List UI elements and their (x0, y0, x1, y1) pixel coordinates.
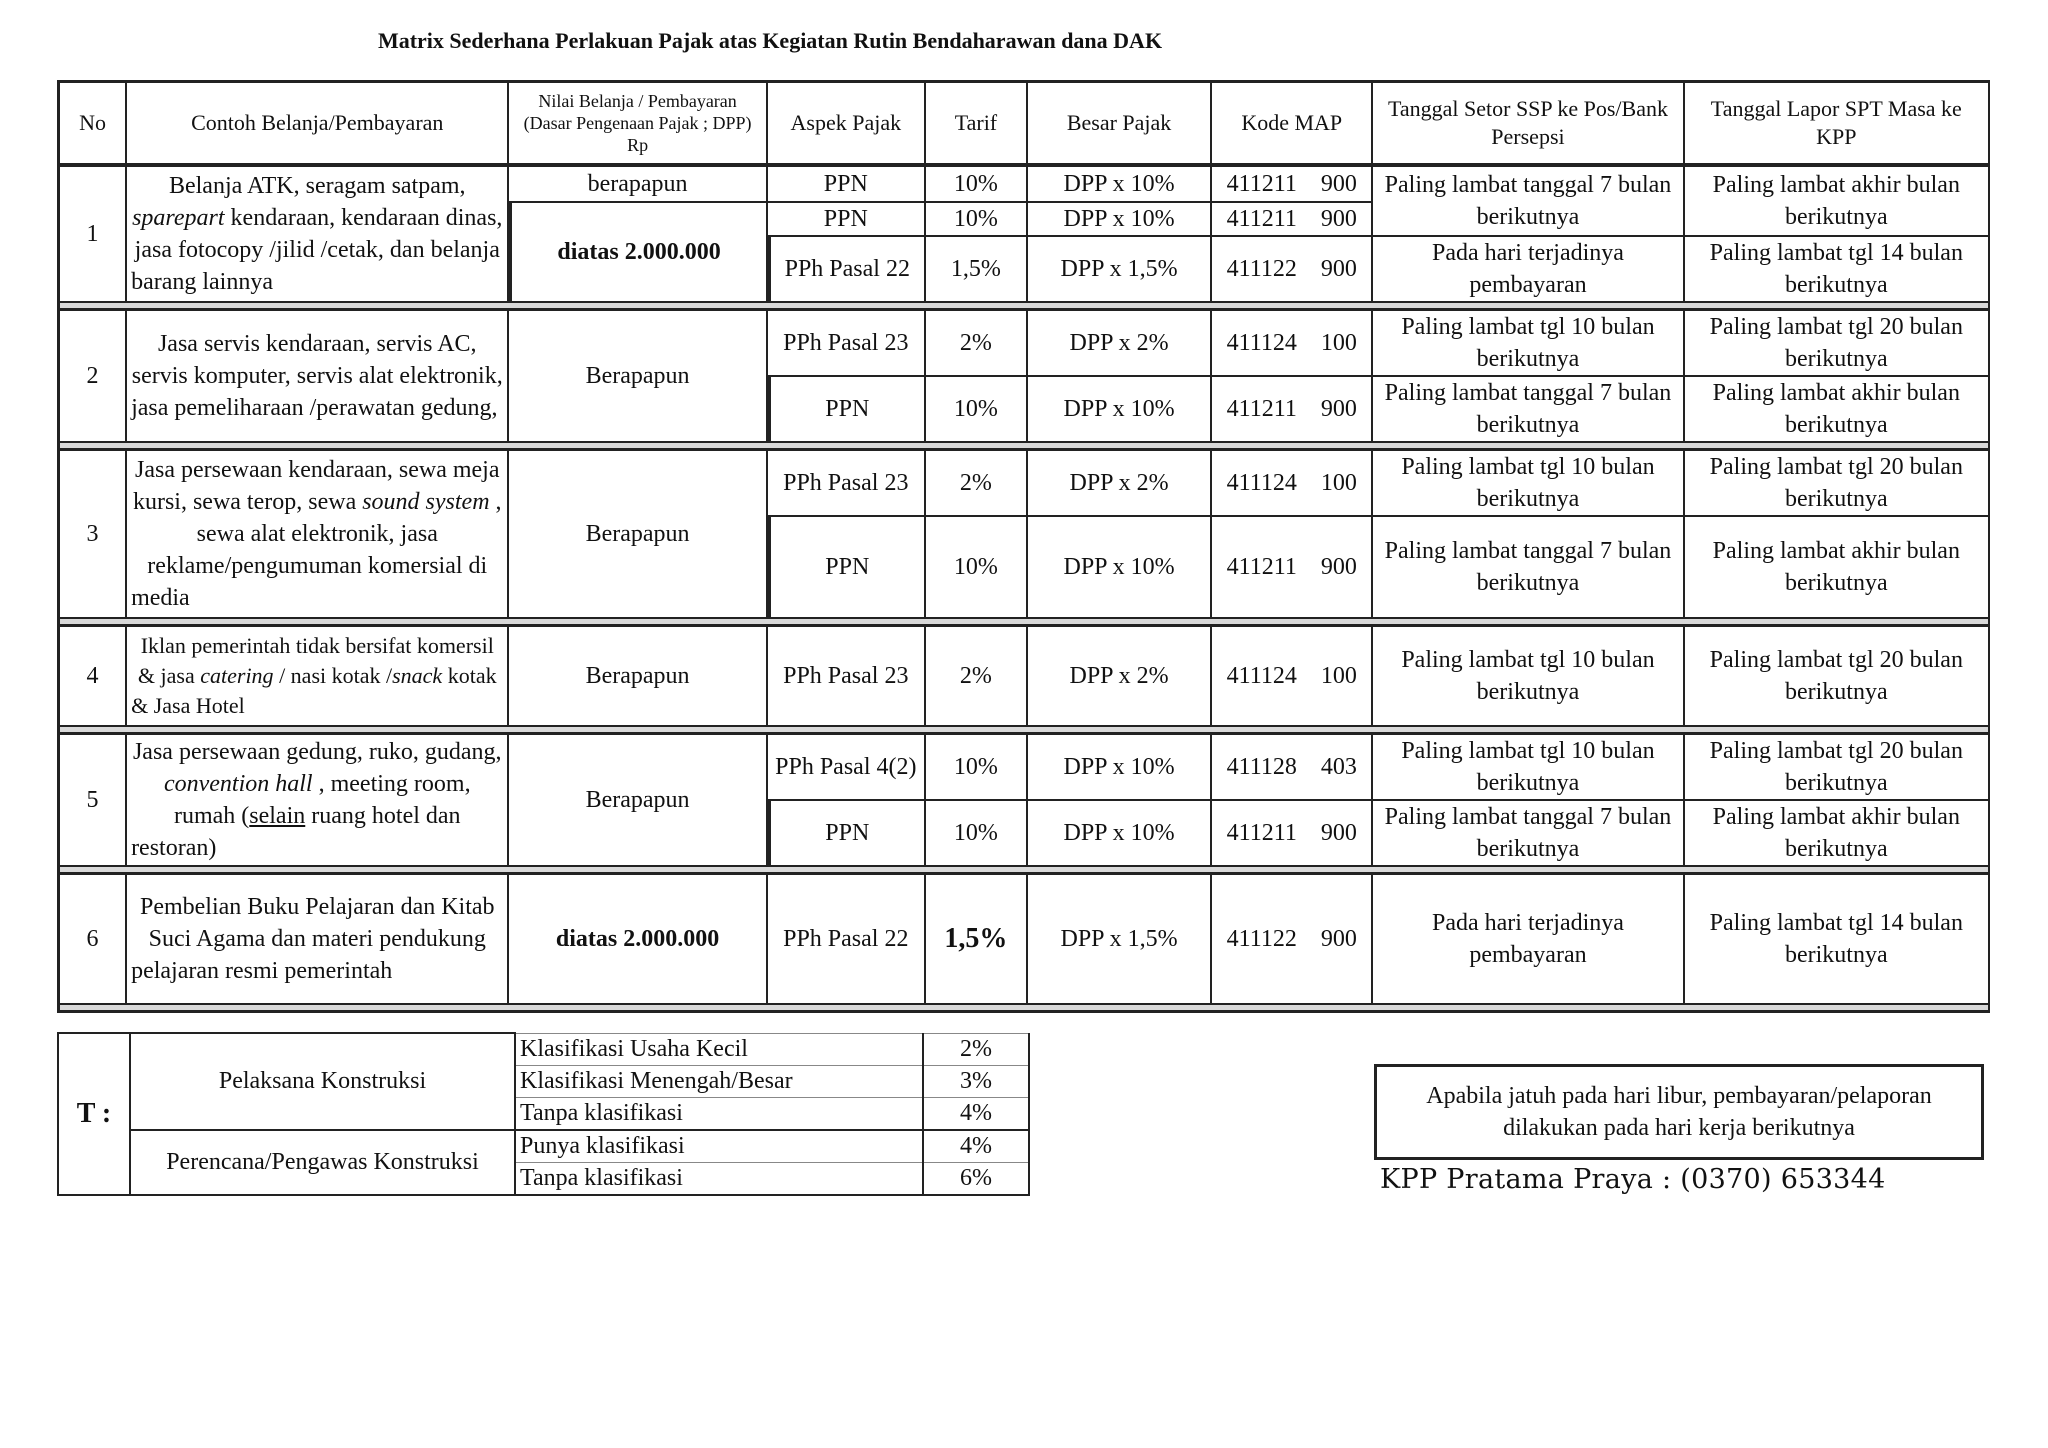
row-aspek: PPN (768, 203, 926, 237)
header-besar: Besar Pajak (1028, 80, 1212, 167)
row-lapor: Paling lambat akhir bulan berikutnya (1685, 801, 1990, 867)
row-lapor: Paling lambat akhir bulan berikutnya (1685, 517, 1990, 619)
row-aspek: PPh Pasal 22 (768, 875, 926, 1005)
row-besar: DPP x 1,5% (1028, 237, 1212, 303)
row-besar: DPP x 10% (1028, 203, 1212, 237)
row-lapor: Paling lambat tgl 20 bulan berikutnya (1685, 451, 1990, 517)
row-kode: 411122 900 (1212, 237, 1373, 303)
row-aspek: PPh Pasal 23 (768, 311, 926, 377)
row-desc: Iklan pemerintah tidak bersifat komersil & jasa catering / nasi kotak /snack kotak & Jasa Hotel (127, 627, 509, 727)
row-nilai: Berapapun (509, 735, 767, 867)
row-tarif: 10% (926, 735, 1028, 801)
page-title: Matrix Sederhana Perlakuan Pajak atas Kegiatan Rutin Bendaharawan dana DAK (377, 28, 1163, 53)
row-tarif: 2% (926, 627, 1028, 727)
table-row (57, 167, 1990, 203)
row-lapor: Paling lambat tgl 14 bulan berikutnya (1685, 875, 1990, 1005)
row-tarif: 2% (926, 311, 1028, 377)
row-kode: 411211 900 (1212, 167, 1373, 203)
row-kode: 411211 900 (1212, 377, 1373, 443)
row-setor: Paling lambat tanggal 7 bulan berikutnya (1373, 801, 1684, 867)
row-setor: Pada hari terjadinya pembayaran (1373, 237, 1684, 303)
row-aspek: PPh Pasal 23 (768, 451, 926, 517)
row-lapor: Paling lambat akhir bulan berikutnya (1685, 377, 1990, 443)
row-setor: Paling lambat tanggal 7 bulan berikutnya (1373, 377, 1684, 443)
row-kode: 411124 100 (1212, 627, 1373, 727)
row-besar: DPP x 10% (1028, 735, 1212, 801)
header-contoh: Contoh Belanja/Pembayaran (127, 80, 509, 167)
row-aspek: PPh Pasal 23 (768, 627, 926, 727)
row-lapor: Paling lambat tgl 14 bulan berikutnya (1685, 237, 1990, 303)
row-setor: Paling lambat tgl 10 bulan berikutnya (1373, 735, 1684, 801)
construction-group-name: Pelaksana Konstruksi (130, 1033, 515, 1130)
row-separator (57, 1005, 1990, 1013)
row-kode: 411122 900 (1212, 875, 1373, 1005)
tax-matrix-table (57, 80, 1990, 1013)
row-besar: DPP x 10% (1028, 167, 1212, 203)
row-lapor: Paling lambat tgl 20 bulan berikutnya (1685, 735, 1990, 801)
holiday-note: Apabila jatuh pada hari libur, pembayaran/pelaporan dilakukan pada hari kerja berikutnya (1374, 1064, 1984, 1160)
row-tarif: 10% (926, 167, 1028, 203)
row-setor: Paling lambat tgl 10 bulan berikutnya (1373, 311, 1684, 377)
row-besar: DPP x 1,5% (1028, 875, 1212, 1005)
row-besar: DPP x 2% (1028, 627, 1212, 727)
row-tarif: 10% (926, 203, 1028, 237)
row-desc: Pembelian Buku Pelajaran dan Kitab Suci Agama dan materi pendukung pelajaran resmi pemerintah (127, 875, 509, 1005)
construction-item-rate: 4% (923, 1097, 1029, 1130)
row-nilai: Berapapun (509, 627, 767, 727)
construction-item-rate: 3% (923, 1065, 1029, 1097)
construction-item-rate: 4% (923, 1130, 1029, 1163)
table-row (57, 735, 1990, 801)
header-lapor: Tanggal Lapor SPT Masa ke KPP (1685, 80, 1990, 167)
row-desc: Belanja ATK, seragam satpam, sparepart kendaraan, kendaraan dinas, jasa fotocopy /jilid /cetak, dan belanja barang lainnya (127, 167, 509, 303)
row-separator (57, 619, 1990, 627)
construction-item-label: Punya klasifikasi (515, 1130, 923, 1163)
row-lapor: Paling lambat tgl 20 bulan berikutnya (1685, 311, 1990, 377)
construction-item-rate: 6% (923, 1162, 1029, 1195)
construction-item-label: Klasifikasi Menengah/Besar (515, 1065, 923, 1097)
row-desc: Jasa persewaan gedung, ruko, gudang, convention hall , meeting room, rumah (selain ruang hotel dan restoran) (127, 735, 509, 867)
row-kode: 411124 100 (1212, 311, 1373, 377)
header-aspek: Aspek Pajak (768, 80, 926, 167)
row-nilai: Berapapun (509, 311, 767, 443)
row-aspek: PPN (768, 517, 926, 619)
header-kode: Kode MAP (1212, 80, 1373, 167)
header-no: No (57, 80, 127, 167)
row-no: 5 (57, 735, 127, 867)
construction-item-label: Tanpa klasifikasi (515, 1162, 923, 1195)
construction-item-rate: 2% (923, 1033, 1029, 1065)
row-aspek: PPN (768, 377, 926, 443)
construction-label: T : (58, 1033, 130, 1195)
row-tarif: 10% (926, 377, 1028, 443)
row-tarif: 10% (926, 801, 1028, 867)
construction-item-label: Klasifikasi Usaha Kecil (515, 1033, 923, 1065)
row-aspek: PPN (768, 167, 926, 203)
header-setor: Tanggal Setor SSP ke Pos/Bank Persepsi (1373, 80, 1684, 167)
header-tarif: Tarif (926, 80, 1028, 167)
row-tarif: 10% (926, 517, 1028, 619)
row-kode: 411211 900 (1212, 517, 1373, 619)
row-kode: 411211 900 (1212, 203, 1373, 237)
row-besar: DPP x 2% (1028, 311, 1212, 377)
row-besar: DPP x 10% (1028, 377, 1212, 443)
row-no: 1 (57, 167, 127, 303)
table-row (57, 311, 1990, 377)
row-kode: 411124 100 (1212, 451, 1373, 517)
row-lapor: Paling lambat tgl 20 bulan berikutnya (1685, 627, 1990, 727)
row-setor: Paling lambat tanggal 7 bulan berikutnya (1373, 517, 1684, 619)
table-row (57, 451, 1990, 517)
row-nilai: diatas 2.000.000 (509, 203, 767, 303)
row-besar: DPP x 10% (1028, 517, 1212, 619)
construction-row (58, 1130, 1029, 1163)
row-no: 4 (57, 627, 127, 727)
row-no: 3 (57, 451, 127, 619)
header-row (57, 80, 1990, 167)
construction-row (58, 1033, 1029, 1065)
header-nilai: Nilai Belanja / Pembayaran (Dasar Pengenaan Pajak ; DPP) Rp (509, 80, 767, 167)
row-separator (57, 303, 1990, 311)
row-besar: DPP x 2% (1028, 451, 1212, 517)
table-row (57, 875, 1990, 1005)
contact-info: KPP Pratama Praya : (0370) 653344 (1380, 1164, 1886, 1195)
row-desc: Jasa servis kendaraan, servis AC, servis komputer, servis alat elektronik, jasa pemeliharaan /perawatan gedung, (127, 311, 509, 443)
row-nilai: diatas 2.000.000 (509, 875, 767, 1005)
construction-rates-table (57, 1032, 1030, 1196)
row-tarif: 2% (926, 451, 1028, 517)
row-aspek: PPN (768, 801, 926, 867)
row-tarif: 1,5% (926, 237, 1028, 303)
row-lapor: Paling lambat akhir bulan berikutnya (1685, 167, 1990, 237)
row-kode: 411128 403 (1212, 735, 1373, 801)
table-row (57, 627, 1990, 727)
row-setor: Pada hari terjadinya pembayaran (1373, 875, 1684, 1005)
row-nilai: berapapun (509, 167, 767, 203)
row-separator (57, 867, 1990, 875)
row-desc: Jasa persewaan kendaraan, sewa meja kursi, sewa terop, sewa sound system , sewa alat elektronik, jasa reklame/pengumuman komersial di media (127, 451, 509, 619)
row-kode: 411211 900 (1212, 801, 1373, 867)
row-separator (57, 727, 1990, 735)
row-nilai: Berapapun (509, 451, 767, 619)
row-aspek: PPh Pasal 22 (768, 237, 926, 303)
row-no: 2 (57, 311, 127, 443)
row-setor: Paling lambat tgl 10 bulan berikutnya (1373, 451, 1684, 517)
row-setor: Paling lambat tgl 10 bulan berikutnya (1373, 627, 1684, 727)
row-separator (57, 443, 1990, 451)
row-aspek: PPh Pasal 4(2) (768, 735, 926, 801)
row-no: 6 (57, 875, 127, 1005)
row-tarif: 1,5% (926, 875, 1028, 1005)
row-besar: DPP x 10% (1028, 801, 1212, 867)
construction-item-label: Tanpa klasifikasi (515, 1097, 923, 1130)
row-setor: Paling lambat tanggal 7 bulan berikutnya (1373, 167, 1684, 237)
construction-group-name: Perencana/Pengawas Konstruksi (130, 1130, 515, 1195)
